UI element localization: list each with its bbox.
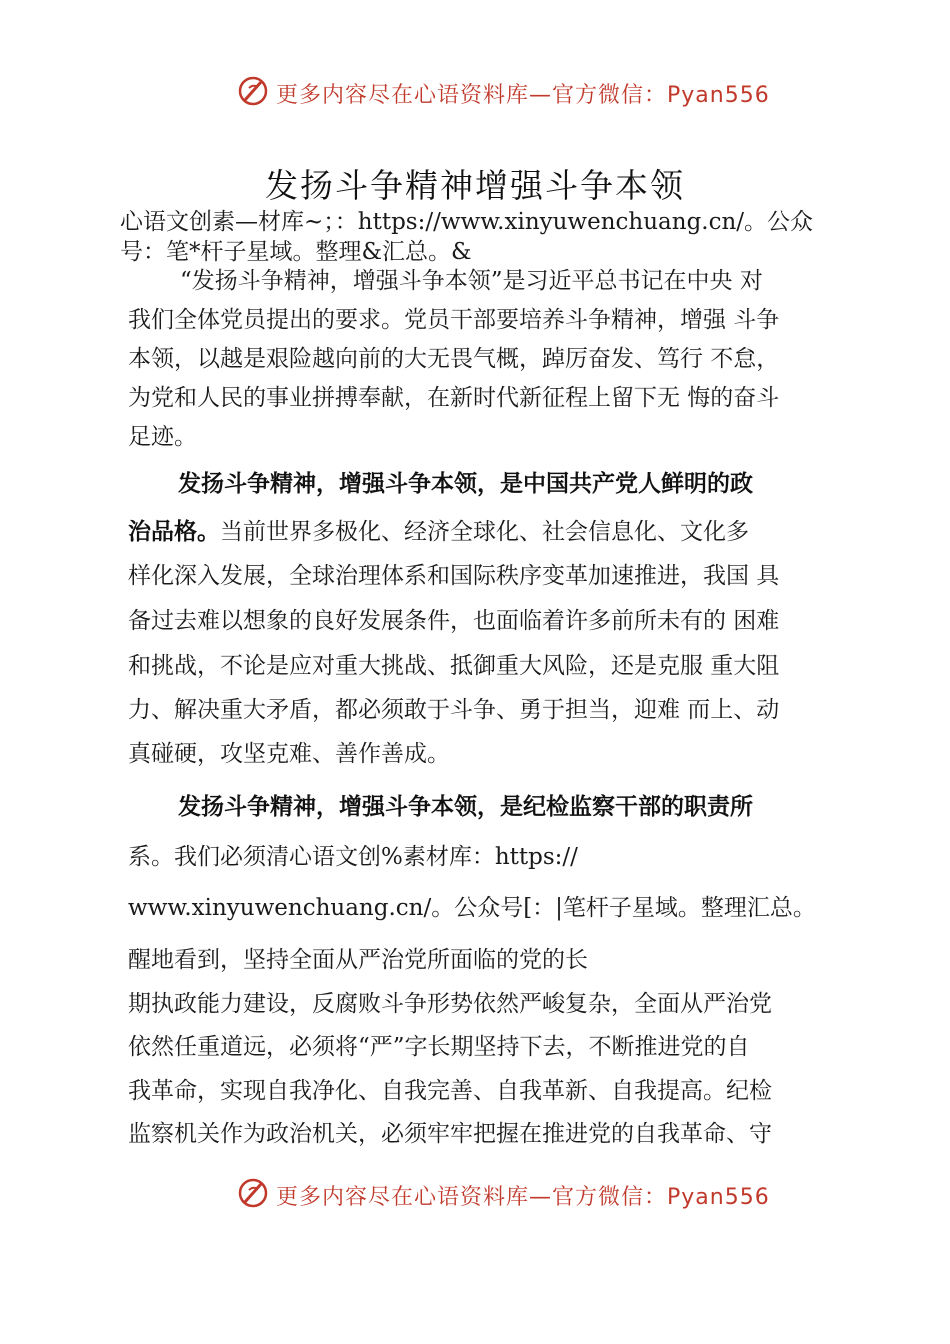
banner-text: 更多内容尽在心语资料库—官方微信：Pyan556 (276, 1185, 770, 1210)
pen-logo-icon (236, 74, 270, 108)
paragraph-line: 监察机关作为政治机关，必须牢牢把握在推进党的自我革命、守 (128, 1121, 772, 1147)
paragraph-line: 真碰硬，攻坚克难、善作善成。 (128, 741, 450, 767)
source-line: 号：笔*杆子星域。整理&汇总。& (120, 239, 472, 265)
paragraph-line: 本领，以越是艰险越向前的大无畏气概，踔厉奋发、笃行 不怠， (128, 346, 780, 372)
paragraph-line: “发扬斗争精神，增强斗争本领”是习近平总书记在中央 对 (180, 268, 763, 294)
paragraph-line: 我革命，实现自我净化、自我完善、自我革新、自我提高。纪检 (128, 1078, 772, 1104)
paragraph-line: 为党和人民的事业拼搏奉献，在新时代新征程上留下无 悔的奋斗 (128, 385, 780, 411)
paragraph-text: 当前世界多极化、经济全球化、社会信息化、文化多 (220, 519, 749, 545)
source-line: 心语文创素—材库~；：https://www.xinyuwenchuang.cn/。公众 (120, 209, 814, 235)
pen-logo-icon (236, 1176, 270, 1210)
paragraph-line: 备过去难以想象的良好发展条件，也面临着许多前所未有的 困难 (128, 608, 780, 634)
document-title: 发扬斗争精神增强斗争本领 (265, 166, 685, 205)
paragraph-line: 系。我们必须清心语文创%素材库：https:// (128, 844, 578, 870)
footer-banner (0, 1174, 950, 1214)
section-heading-end: 治品格。 (128, 519, 220, 545)
paragraph-line: 依然任重道远，必须将“严”字长期坚持下去，不断推进党的自 (128, 1034, 750, 1060)
section-heading: 发扬斗争精神，增强斗争本领，是纪检监察干部的职责所 (178, 794, 753, 820)
paragraph-line: 力、解决重大矛盾，都必须敢于斗争、勇于担当，迎难 而上、动 (128, 697, 780, 723)
paragraph-line: 样化深入发展，全球治理体系和国际秩序变革加速推进，我国 具 (128, 563, 780, 589)
paragraph-line: www.xinyuwenchuang.cn/。公众号[：|笔杆子星域。整理汇总。 (128, 895, 816, 921)
paragraph-line: 期执政能力建设，反腐败斗争形势依然严峻复杂，全面从严治党 (128, 991, 772, 1017)
header-banner (0, 72, 950, 112)
paragraph-line: 我们全体党员提出的要求。党员干部要培养斗争精神，增强 斗争 (128, 307, 780, 333)
paragraph-line (128, 513, 749, 546)
paragraph-line: 醒地看到，坚持全面从严治党所面临的党的长 (128, 947, 588, 973)
paragraph-line: 和挑战，不论是应对重大挑战、抵御重大风险，还是克服 重大阻 (128, 653, 780, 679)
banner-text: 更多内容尽在心语资料库—官方微信：Pyan556 (276, 83, 770, 108)
paragraph-line: 足迹。 (128, 424, 197, 450)
section-heading: 发扬斗争精神，增强斗争本领，是中国共产党人鲜明的政 (178, 471, 753, 497)
